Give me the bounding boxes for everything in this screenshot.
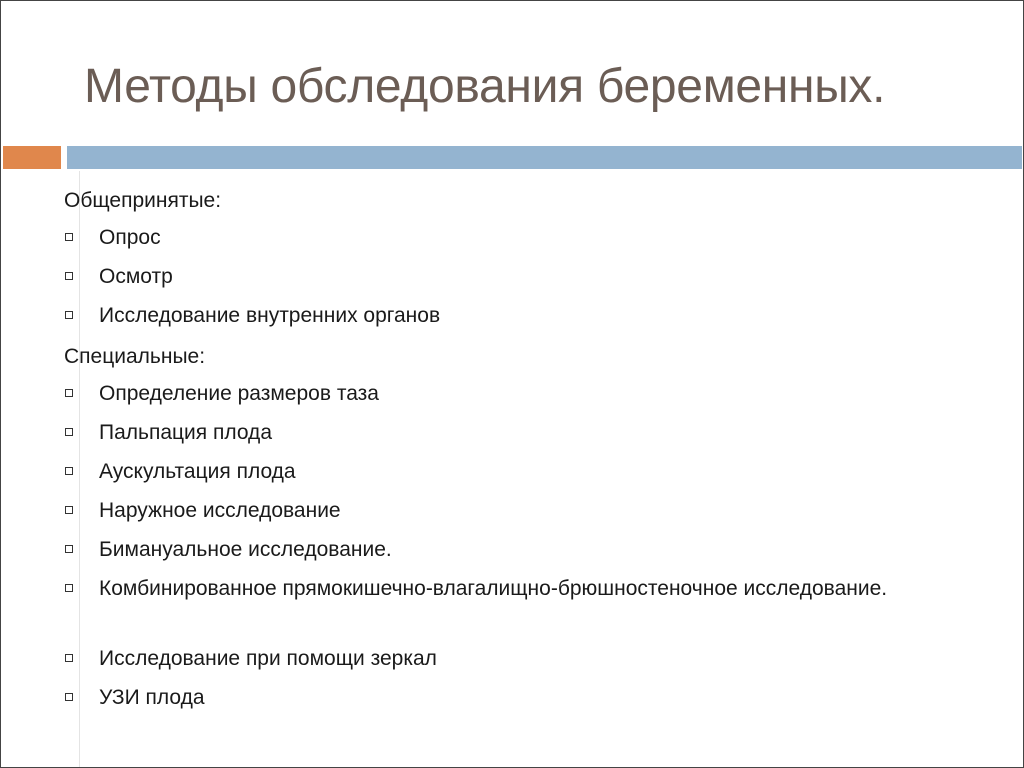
section-special — [64, 340, 964, 722]
list-item-label: Исследование внутренних органов — [99, 304, 441, 327]
list-item-label: УЗИ плода — [99, 686, 205, 709]
list-item-label: Осмотр — [99, 265, 173, 288]
hollow-square-icon — [65, 233, 73, 241]
hollow-square-icon — [65, 272, 73, 280]
hollow-square-icon — [65, 311, 73, 319]
hollow-square-icon — [65, 389, 73, 397]
list-item-label: Исследование при помощи зеркал — [99, 647, 437, 670]
list-item-label: Комбинированное прямокишечно-влагалищно-брюшностеночное исследование. — [99, 577, 888, 600]
list-item-label: Опрос — [99, 226, 161, 249]
hollow-square-icon — [65, 584, 73, 592]
list-item — [64, 223, 964, 262]
hollow-square-icon — [65, 467, 73, 475]
list-item — [64, 683, 964, 722]
list-item — [64, 301, 964, 340]
hollow-square-icon — [65, 654, 73, 662]
section-general — [64, 184, 964, 340]
section-heading: Специальные: — [64, 345, 206, 368]
list-item — [64, 574, 889, 644]
list-item-label: Наружное исследование — [99, 499, 341, 522]
list-item-label: Аускультация плода — [99, 460, 296, 483]
list-item — [64, 418, 964, 457]
slide-content — [64, 184, 964, 722]
list-item — [64, 644, 964, 683]
accent-bar-orange — [3, 146, 61, 169]
list-item — [64, 496, 964, 535]
accent-bar-blue — [67, 146, 1022, 169]
list-item — [64, 379, 964, 418]
list-item — [64, 262, 964, 301]
section-heading: Общепринятые: — [64, 189, 222, 212]
list-item-label: Бимануальное исследование. — [99, 538, 392, 561]
list-item-label: Пальпация плода — [99, 421, 272, 444]
hollow-square-icon — [65, 545, 73, 553]
hollow-square-icon — [65, 693, 73, 701]
list-item — [64, 535, 964, 574]
slide-title: Методы обследования беременных. — [84, 60, 886, 113]
list-item — [64, 457, 964, 496]
hollow-square-icon — [65, 428, 73, 436]
hollow-square-icon — [65, 506, 73, 514]
list-item-label: Определение размеров таза — [99, 382, 379, 405]
